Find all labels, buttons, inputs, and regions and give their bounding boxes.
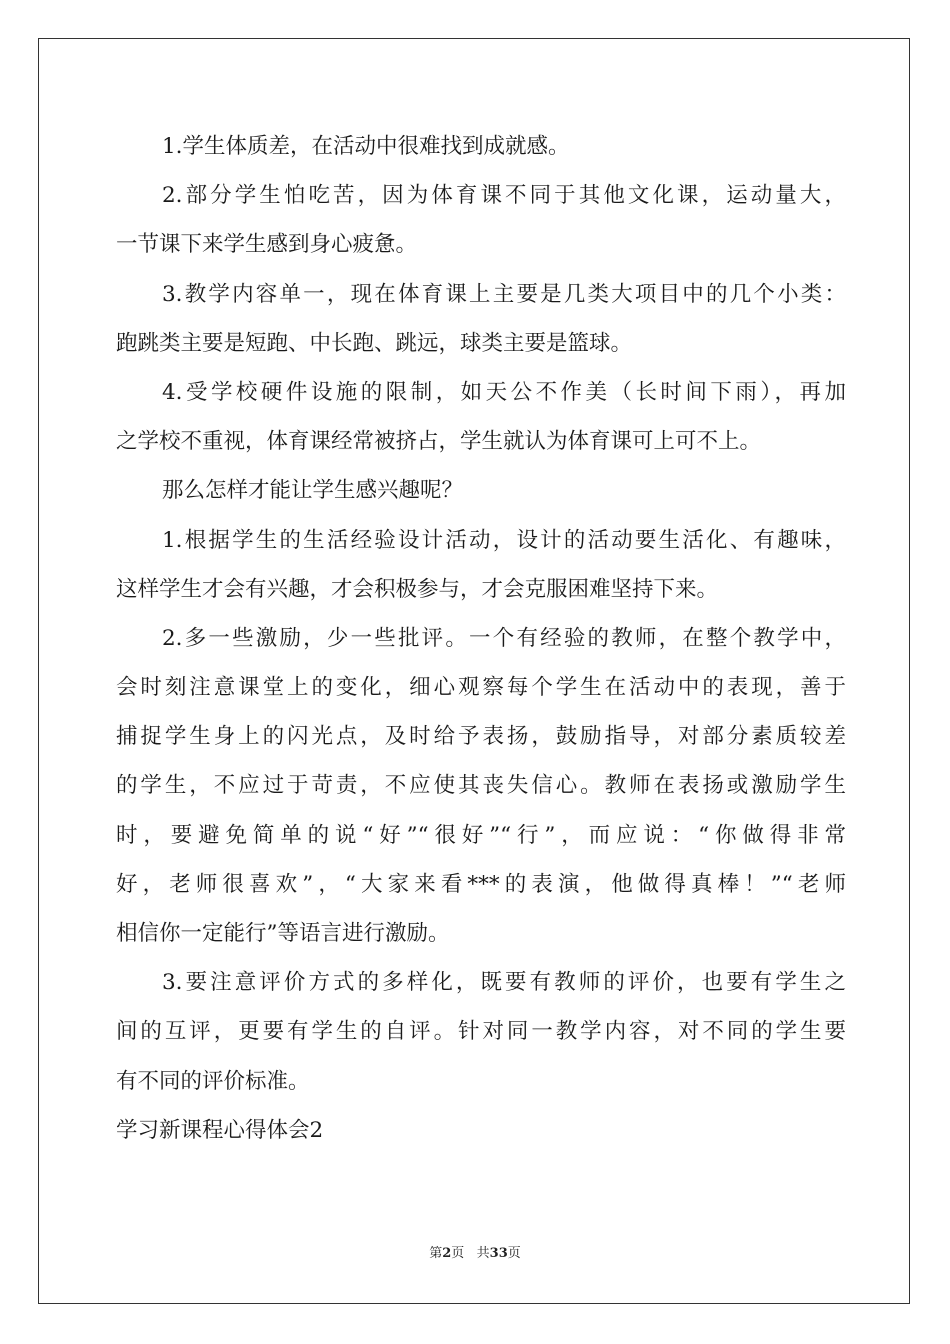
text-line: 4.受学校硬件设施的限制，如天公不作美（长时间下雨），再加 bbox=[162, 379, 846, 405]
text-line: 2.部分学生怕吃苦，因为体育课不同于其他文化课，运动量大， bbox=[162, 183, 846, 209]
text-line: 之学校不重视，体育课经常被挤占，学生就认为体育课可上可不上。 bbox=[116, 429, 762, 455]
text-line: 1.根据学生的生活经验设计活动，设计的活动要生活化、有趣味， bbox=[162, 527, 846, 553]
text-line: 那么怎样才能让学生感兴趣呢？ bbox=[162, 478, 464, 504]
text-line: 学习新课程心得体会2 bbox=[116, 1117, 324, 1143]
footer-page-number: 2 bbox=[442, 1246, 452, 1261]
footer-suffix: 页 bbox=[507, 1246, 521, 1261]
text-line: 3.要注意评价方式的多样化，既要有教师的评价，也要有学生之 bbox=[162, 970, 846, 996]
text-line: 一节课下来学生感到身心疲惫。 bbox=[116, 232, 418, 258]
text-line: 相信你一定能行”等语言进行激励。 bbox=[116, 921, 450, 946]
text-line: 2.多一些激励，少一些批评。一个有经验的教师，在整个教学中， bbox=[162, 625, 846, 651]
text-line: 捕捉学生身上的闪光点，及时给予表扬，鼓励指导，对部分素质较差 bbox=[116, 724, 846, 750]
text-line: 跑跳类主要是短跑、中长跑、跳远，球类主要是篮球。 bbox=[116, 330, 633, 356]
text-line: 时，要避免简单的说“好”“很好”“行”，而应说：“你做得非常 bbox=[116, 822, 846, 848]
footer-middle: 页 共 bbox=[451, 1246, 490, 1261]
text-line: 的学生，不应过于苛责，不应使其丧失信心。教师在表扬或激励学生 bbox=[116, 773, 846, 799]
text-line: 3.教学内容单一，现在体育课上主要是几类大项目中的几个小类： bbox=[162, 281, 846, 307]
page-footer bbox=[0, 1242, 950, 1261]
text-line: 这样学生才会有兴趣，才会积极参与，才会克服困难坚持下来。 bbox=[116, 576, 719, 602]
text-line: 会时刻注意课堂上的变化，细心观察每个学生在活动中的表现，善于 bbox=[116, 675, 846, 701]
footer-total-pages: 33 bbox=[489, 1246, 508, 1261]
text-line: 有不同的评价标准。 bbox=[116, 1068, 310, 1094]
footer-prefix: 第 bbox=[429, 1246, 443, 1261]
text-line: 间的互评，更要有学生的自评。针对同一教学内容，对不同的学生要 bbox=[116, 1019, 846, 1045]
document-body bbox=[116, 122, 846, 1155]
text-line: 好，老师很喜欢”，“大家来看***的表演，他做得真棒！”“老师 bbox=[116, 871, 846, 897]
text-line: 1.学生体质差，在活动中很难找到成就感。 bbox=[162, 134, 570, 159]
